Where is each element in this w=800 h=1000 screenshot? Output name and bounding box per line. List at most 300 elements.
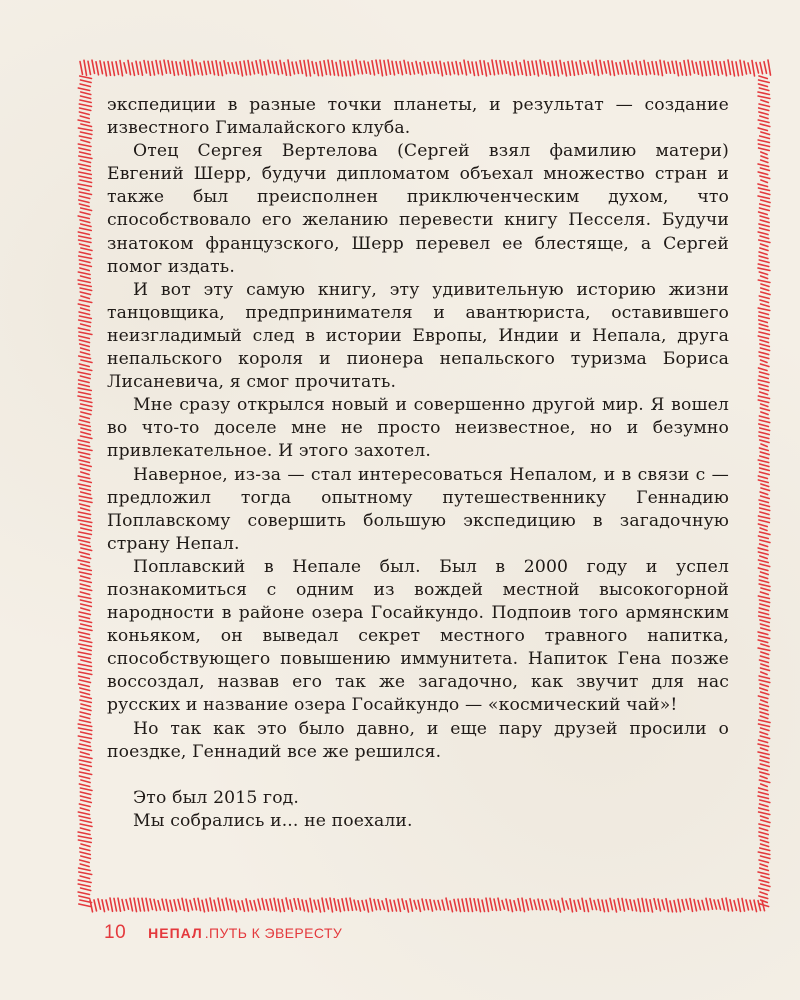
frame-hatch	[81, 800, 92, 803]
frame-hatch	[758, 92, 769, 95]
frame-hatch	[654, 899, 657, 910]
frame-hatch	[81, 308, 90, 311]
frame-hatch	[760, 532, 770, 535]
frame-hatch	[608, 61, 611, 75]
frame-hatch	[394, 900, 397, 911]
frame-hatch	[712, 61, 715, 75]
frame-hatch	[504, 61, 507, 73]
frame-hatch	[80, 212, 90, 215]
frame-hatch	[79, 904, 91, 907]
frame-hatch	[478, 899, 481, 912]
frame-hatch	[760, 804, 769, 807]
frame-hatch	[330, 898, 333, 912]
frame-hatch	[182, 898, 185, 910]
frame-hatch	[758, 196, 769, 199]
frame-hatch	[760, 704, 769, 707]
frame-hatch	[556, 61, 559, 76]
frame-hatch	[78, 880, 91, 883]
frame-hatch	[759, 252, 767, 255]
frame-hatch	[759, 388, 768, 391]
frame-hatch	[759, 896, 768, 899]
frame-hatch	[760, 656, 769, 659]
frame-hatch	[80, 752, 89, 755]
frame-hatch	[80, 488, 91, 491]
frame-hatch	[106, 900, 109, 910]
frame-hatch	[80, 152, 91, 155]
frame-hatch	[104, 62, 107, 76]
frame-hatch	[558, 901, 561, 912]
frame-hatch	[758, 648, 770, 651]
frame-hatch	[759, 788, 768, 791]
frame-hatch	[704, 61, 707, 75]
frame-hatch	[84, 60, 87, 75]
frame-hatch	[78, 656, 90, 659]
frame-hatch	[344, 62, 347, 76]
frame-hatch	[532, 61, 535, 74]
frame-hatch	[118, 898, 121, 911]
frame-hatch	[79, 176, 91, 179]
frame-hatch	[728, 60, 731, 75]
frame-hatch	[80, 788, 92, 791]
frame-hatch	[758, 524, 767, 527]
frame-hatch	[646, 899, 649, 911]
frame-hatch	[468, 61, 471, 73]
frame-hatch	[146, 898, 149, 911]
frame-hatch	[506, 899, 509, 910]
frame-hatch	[518, 899, 521, 911]
frame-hatch	[718, 900, 721, 909]
frame-hatch	[388, 60, 391, 74]
frame-hatch	[79, 236, 91, 239]
frame-hatch	[759, 148, 770, 151]
frame-hatch	[250, 901, 253, 910]
frame-hatch	[520, 63, 523, 75]
frame-hatch	[476, 62, 479, 76]
frame-hatch	[114, 898, 117, 911]
frame-hatch	[480, 61, 483, 75]
frame-hatch	[758, 596, 769, 599]
frame-hatch	[492, 60, 495, 75]
frame-hatch	[370, 898, 373, 911]
frame-hatch	[81, 360, 92, 363]
frame-hatch	[759, 636, 770, 639]
frame-hatch	[79, 632, 90, 635]
frame-hatch	[360, 61, 363, 73]
frame-hatch	[326, 899, 329, 909]
frame-hatch	[640, 62, 643, 75]
frame-hatch	[78, 272, 90, 275]
frame-hatch	[760, 592, 768, 595]
frame-hatch	[470, 898, 473, 911]
frame-hatch	[761, 444, 767, 447]
frame-hatch	[758, 796, 768, 799]
frame-hatch	[356, 60, 359, 74]
frame-hatch	[759, 356, 769, 359]
frame-hatch	[758, 744, 769, 747]
frame-hatch	[760, 756, 769, 759]
frame-hatch	[81, 576, 90, 579]
frame-hatch	[602, 900, 605, 912]
frame-hatch	[430, 900, 433, 911]
frame-hatch	[758, 901, 761, 911]
frame-hatch	[761, 784, 768, 787]
frame-hatch	[759, 612, 769, 615]
frame-hatch	[759, 560, 769, 563]
frame-hatch	[79, 460, 89, 463]
frame-hatch	[761, 876, 769, 879]
frame-hatch	[79, 332, 92, 335]
frame-hatch	[760, 660, 769, 663]
frame-hatch	[540, 60, 543, 74]
frame-hatch	[80, 62, 83, 75]
frame-hatch	[252, 62, 255, 74]
frame-hatch	[420, 63, 423, 75]
frame-hatch	[80, 420, 90, 423]
frame-hatch	[80, 588, 92, 591]
frame-hatch	[688, 60, 691, 75]
frame-hatch	[552, 61, 555, 75]
frame-hatch	[758, 852, 770, 855]
frame-hatch	[760, 708, 768, 711]
frame-hatch	[80, 100, 91, 103]
frame-hatch	[534, 900, 537, 909]
frame-hatch	[759, 808, 769, 811]
frame-hatch	[490, 898, 493, 910]
frame-hatch	[524, 60, 527, 75]
frame-hatch	[190, 900, 193, 910]
frame-hatch	[759, 836, 768, 839]
frame-hatch	[760, 540, 770, 543]
frame-hatch	[81, 140, 90, 143]
frame-hatch	[758, 872, 769, 875]
frame-hatch	[760, 504, 770, 507]
frame-hatch	[758, 232, 768, 235]
frame-hatch	[758, 184, 768, 187]
frame-hatch	[759, 740, 768, 743]
frame-hatch	[760, 464, 769, 467]
frame-hatch	[530, 899, 533, 910]
frame-hatch	[380, 60, 383, 76]
frame-hatch	[628, 60, 631, 74]
frame-hatch	[194, 899, 197, 910]
frame-hatch	[760, 772, 769, 775]
frame-hatch	[362, 901, 365, 910]
frame-hatch	[80, 640, 92, 643]
frame-hatch	[761, 488, 770, 491]
frame-hatch	[670, 901, 673, 912]
frame-hatch	[392, 61, 395, 75]
frame-hatch	[759, 792, 769, 795]
frame-hatch	[334, 899, 337, 911]
frame-hatch	[761, 160, 768, 163]
frame-hatch	[432, 62, 435, 73]
frame-hatch	[758, 280, 770, 283]
frame-hatch	[396, 62, 399, 74]
frame-hatch	[759, 320, 768, 323]
frame-hatch	[384, 61, 387, 76]
frame-hatch	[759, 616, 770, 619]
frame-hatch	[176, 62, 179, 75]
frame-hatch	[81, 564, 90, 567]
frame-hatch	[342, 899, 345, 911]
frame-hatch	[80, 468, 89, 471]
frame-hatch	[542, 900, 545, 910]
frame-hatch	[436, 62, 439, 74]
frame-hatch	[418, 900, 421, 911]
frame-hatch	[761, 412, 768, 415]
frame-hatch	[758, 172, 768, 175]
frame-hatch	[80, 268, 89, 271]
frame-hatch	[216, 61, 219, 76]
frame-hatch	[759, 676, 769, 679]
frame-hatch	[80, 480, 91, 483]
page-number: 10	[104, 922, 127, 943]
frame-hatch	[79, 112, 89, 115]
frame-hatch	[759, 580, 768, 583]
frame-hatch	[759, 516, 770, 519]
frame-hatch	[544, 61, 547, 74]
frame-hatch	[366, 900, 369, 912]
frame-hatch	[726, 898, 729, 911]
frame-hatch	[758, 768, 767, 771]
frame-hatch	[80, 228, 92, 231]
frame-hatch	[80, 584, 90, 587]
frame-hatch	[220, 62, 223, 75]
frame-hatch	[761, 672, 767, 675]
frame-hatch	[760, 512, 769, 515]
frame-hatch	[761, 692, 769, 695]
frame-hatch	[761, 644, 769, 647]
frame-hatch	[759, 724, 770, 727]
frame-hatch	[760, 192, 770, 195]
frame-hatch	[172, 61, 175, 75]
frame-hatch	[462, 899, 465, 911]
frame-hatch	[760, 564, 770, 567]
frame-hatch	[198, 898, 201, 910]
frame-hatch	[124, 63, 127, 73]
frame-hatch	[80, 116, 89, 119]
frame-hatch	[148, 61, 151, 75]
frame-hatch	[614, 900, 617, 912]
frame-hatch	[80, 876, 90, 879]
frame-hatch	[81, 296, 90, 299]
frame-hatch	[79, 540, 90, 543]
frame-hatch	[400, 62, 403, 75]
frame-hatch	[78, 560, 89, 563]
frame-hatch	[758, 460, 768, 463]
frame-hatch	[760, 864, 767, 867]
frame-hatch	[760, 392, 768, 395]
frame-hatch	[759, 212, 768, 215]
frame-hatch	[79, 196, 89, 199]
frame-hatch	[79, 316, 91, 319]
frame-hatch	[80, 504, 90, 507]
frame-hatch	[760, 408, 769, 411]
frame-hatch	[760, 456, 769, 459]
frame-hatch	[290, 900, 293, 911]
frame-hatch	[760, 124, 770, 127]
frame-hatch	[320, 62, 323, 76]
frame-hatch	[759, 608, 768, 611]
frame-hatch	[244, 61, 247, 75]
frame-hatch	[758, 480, 768, 483]
frame-hatch	[160, 61, 163, 75]
frame-hatch	[218, 898, 221, 910]
frame-hatch	[280, 60, 283, 73]
frame-hatch	[120, 61, 123, 76]
paragraph-7: Но так как это было давно, и еще пару друзей просили о поездке, Геннадий все же решился.	[107, 718, 729, 762]
frame-hatch	[78, 280, 90, 283]
frame-hatch	[80, 796, 90, 799]
frame-hatch	[80, 544, 90, 547]
frame-hatch	[759, 420, 769, 423]
frame-hatch	[412, 63, 415, 74]
body-text	[107, 94, 729, 833]
frame-hatch	[424, 62, 427, 74]
frame-hatch	[724, 62, 727, 76]
frame-hatch	[260, 60, 263, 75]
frame-hatch	[676, 61, 679, 75]
frame-hatch	[714, 900, 717, 909]
frame-hatch	[736, 62, 739, 76]
frame-hatch	[759, 780, 769, 783]
frame-hatch	[761, 200, 770, 203]
frame-hatch	[758, 268, 770, 271]
frame-hatch	[108, 62, 111, 76]
frame-hatch	[750, 900, 753, 910]
frame-hatch	[79, 156, 92, 159]
frame-hatch	[761, 292, 770, 295]
frame-hatch	[759, 436, 769, 439]
frame-hatch	[79, 452, 90, 455]
frame-hatch	[760, 116, 768, 119]
frame-hatch	[79, 172, 92, 175]
frame-hatch	[254, 901, 257, 911]
frame-hatch	[759, 108, 769, 111]
frame-hatch	[622, 898, 625, 911]
frame-hatch	[590, 898, 593, 909]
frame-hatch	[516, 61, 519, 75]
frame-hatch	[760, 600, 770, 603]
frame-hatch	[282, 900, 285, 912]
frame-hatch	[78, 652, 91, 655]
frame-hatch	[80, 700, 91, 703]
frame-hatch	[212, 61, 215, 74]
frame-hatch	[761, 244, 768, 247]
frame-hatch	[79, 312, 90, 315]
frame-hatch	[592, 62, 595, 74]
frame-hatch	[758, 632, 768, 635]
frame-hatch	[130, 898, 133, 911]
frame-hatch	[674, 901, 677, 912]
frame-hatch	[79, 784, 89, 787]
frame-hatch	[202, 900, 205, 912]
frame-hatch	[759, 536, 769, 539]
frame-hatch	[350, 898, 353, 910]
frame-hatch	[760, 372, 769, 375]
frame-hatch	[416, 61, 419, 73]
frame-hatch	[274, 898, 277, 910]
frame-hatch	[79, 644, 92, 647]
frame-hatch	[79, 148, 90, 151]
frame-hatch	[761, 628, 770, 631]
frame-hatch	[644, 60, 647, 74]
frame-hatch	[80, 408, 91, 411]
frame-hatch	[758, 128, 767, 131]
frame-hatch	[758, 140, 769, 143]
frame-hatch	[248, 61, 251, 75]
frame-hatch	[78, 812, 89, 815]
frame-hatch	[306, 901, 309, 912]
frame-hatch	[81, 92, 91, 95]
frame-hatch	[272, 61, 275, 73]
frame-hatch	[758, 752, 769, 755]
frame-hatch	[368, 62, 371, 74]
frame-hatch	[81, 404, 92, 407]
frame-hatch	[122, 900, 125, 911]
frame-hatch	[162, 899, 165, 910]
frame-hatch	[81, 556, 91, 559]
frame-hatch	[80, 740, 90, 743]
frame-hatch	[80, 712, 90, 715]
frame-hatch	[760, 528, 767, 531]
frame-hatch	[80, 716, 90, 719]
frame-hatch	[210, 898, 213, 911]
frame-hatch	[258, 899, 261, 909]
frame-hatch	[759, 832, 768, 835]
frame-hatch	[684, 61, 687, 76]
frame-hatch	[80, 768, 89, 771]
frame-hatch	[226, 898, 229, 910]
frame-hatch	[764, 62, 767, 74]
frame-hatch	[204, 61, 207, 74]
frame-hatch	[288, 60, 291, 75]
frame-hatch	[390, 900, 393, 911]
frame-hatch	[336, 62, 339, 75]
frame-hatch	[642, 898, 645, 911]
frame-hatch	[426, 900, 429, 910]
frame-hatch	[508, 62, 511, 75]
frame-hatch	[760, 340, 769, 343]
frame-hatch	[80, 772, 92, 775]
frame-hatch	[138, 898, 141, 911]
frame-hatch	[408, 62, 411, 75]
frame-hatch	[636, 61, 639, 75]
frame-hatch	[80, 580, 91, 583]
frame-hatch	[284, 63, 287, 75]
frame-hatch	[81, 528, 92, 531]
frame-hatch	[446, 898, 449, 910]
frame-hatch	[759, 352, 769, 355]
frame-hatch	[759, 860, 768, 863]
frame-hatch	[270, 899, 273, 910]
paragraph-5: Наверное, из-за — стал интересоваться Непалом, и в связи с — предложил тогда опытному путешественнику Геннадию Поплавскому совершить большую экспедицию в загадочную страну Непал.	[107, 464, 729, 554]
frame-hatch	[178, 899, 181, 909]
frame-hatch	[214, 900, 217, 911]
frame-hatch	[298, 899, 301, 910]
frame-hatch	[761, 132, 770, 135]
frame-hatch	[756, 63, 759, 74]
frame-hatch	[80, 860, 90, 863]
frame-hatch	[80, 416, 89, 419]
frame-hatch	[664, 61, 667, 73]
frame-hatch	[80, 160, 90, 163]
frame-hatch	[578, 900, 581, 909]
frame-hatch	[742, 898, 745, 911]
frame-hatch	[758, 400, 768, 403]
frame-hatch	[79, 896, 90, 899]
frame-hatch	[404, 60, 407, 73]
